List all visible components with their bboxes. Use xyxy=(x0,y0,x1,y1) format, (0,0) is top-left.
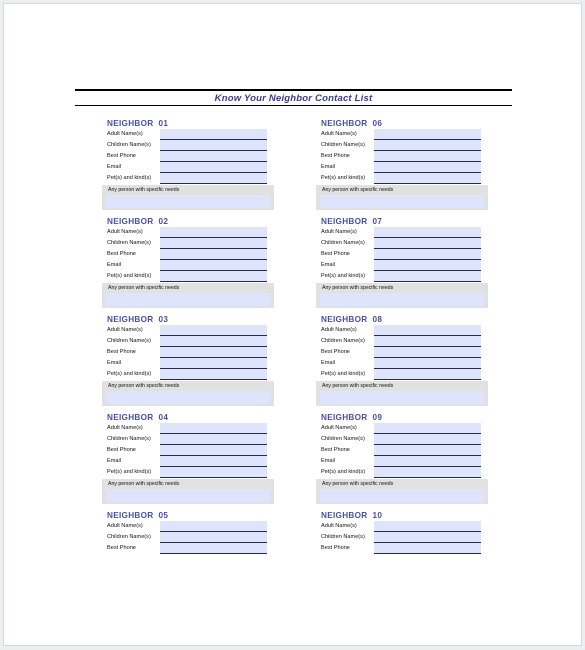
neighbor-heading xyxy=(316,510,488,521)
adult-label: Adult Name(s) xyxy=(107,327,143,333)
children-label: Children Name(s) xyxy=(107,240,151,246)
phone-input[interactable] xyxy=(374,445,481,456)
field-row-email xyxy=(102,260,274,271)
specific-needs-label: Any person with specific needs xyxy=(102,381,274,391)
children-input[interactable] xyxy=(374,238,481,249)
phone-label: Best Phone xyxy=(321,349,350,355)
pets-input[interactable] xyxy=(374,369,481,380)
field-row-children xyxy=(102,532,274,543)
field-row-children xyxy=(102,336,274,347)
specific-needs-input[interactable] xyxy=(316,489,488,504)
neighbor-heading-number: 08 xyxy=(372,315,383,324)
neighbor-card-01 xyxy=(102,118,274,210)
neighbor-heading-number: 10 xyxy=(372,511,383,520)
phone-input[interactable] xyxy=(374,347,481,358)
field-row-adult xyxy=(102,129,274,140)
adult-label: Adult Name(s) xyxy=(107,523,143,529)
email-label: Email xyxy=(321,458,335,464)
children-label: Children Name(s) xyxy=(321,436,365,442)
phone-input[interactable] xyxy=(160,543,267,554)
neighbor-heading-label: NEIGHBOR xyxy=(107,511,154,520)
email-input[interactable] xyxy=(160,260,267,271)
children-input[interactable] xyxy=(160,140,267,151)
field-row-phone xyxy=(102,347,274,358)
pets-label: Pet(s) and kind(s) xyxy=(321,273,366,279)
neighbor-heading-label: NEIGHBOR xyxy=(321,315,368,324)
field-row-adult xyxy=(102,521,274,532)
children-input[interactable] xyxy=(374,434,481,445)
field-row-phone xyxy=(316,543,488,554)
field-row-children xyxy=(316,140,488,151)
specific-needs-label: Any person with specific needs xyxy=(102,479,274,489)
adult-label: Adult Name(s) xyxy=(107,425,143,431)
specific-needs-input[interactable] xyxy=(102,489,274,504)
neighbor-card-02 xyxy=(102,216,274,308)
email-input[interactable] xyxy=(160,162,267,173)
email-input[interactable] xyxy=(374,456,481,467)
field-row-adult xyxy=(102,227,274,238)
adult-label: Adult Name(s) xyxy=(321,523,357,529)
field-row-children xyxy=(102,238,274,249)
phone-input[interactable] xyxy=(374,249,481,260)
field-row-children xyxy=(316,532,488,543)
specific-needs-input[interactable] xyxy=(316,293,488,308)
email-label: Email xyxy=(107,262,121,268)
email-label: Email xyxy=(321,164,335,170)
children-label: Children Name(s) xyxy=(107,436,151,442)
neighbor-heading xyxy=(316,118,488,129)
field-row-email xyxy=(316,456,488,467)
pets-label: Pet(s) and kind(s) xyxy=(321,469,366,475)
neighbor-heading-number: 04 xyxy=(158,413,169,422)
neighbor-card-03 xyxy=(102,314,274,406)
adult-input[interactable] xyxy=(374,129,481,140)
phone-input[interactable] xyxy=(160,445,267,456)
field-row-phone xyxy=(316,347,488,358)
adult-label: Adult Name(s) xyxy=(321,425,357,431)
neighbor-card-05 xyxy=(102,510,274,554)
phone-input[interactable] xyxy=(160,151,267,162)
phone-label: Best Phone xyxy=(107,349,136,355)
specific-needs-input[interactable] xyxy=(102,293,274,308)
children-label: Children Name(s) xyxy=(321,142,365,148)
neighbor-card-06 xyxy=(316,118,488,210)
children-input[interactable] xyxy=(160,336,267,347)
adult-label: Adult Name(s) xyxy=(321,327,357,333)
phone-label: Best Phone xyxy=(107,447,136,453)
phone-label: Best Phone xyxy=(321,251,350,257)
neighbor-heading-label: NEIGHBOR xyxy=(107,217,154,226)
neighbor-card-08 xyxy=(316,314,488,406)
field-row-email xyxy=(316,260,488,271)
field-row-adult xyxy=(316,521,488,532)
field-row-children xyxy=(316,434,488,445)
document-page xyxy=(3,3,582,646)
field-row-phone xyxy=(102,543,274,554)
specific-needs-input[interactable] xyxy=(316,195,488,210)
title-bottom-rule xyxy=(75,105,512,106)
field-row-children xyxy=(316,336,488,347)
email-input[interactable] xyxy=(160,358,267,369)
field-row-children xyxy=(102,434,274,445)
field-row-phone xyxy=(102,249,274,260)
children-input[interactable] xyxy=(374,336,481,347)
neighbor-heading xyxy=(102,314,274,325)
field-row-adult xyxy=(316,227,488,238)
phone-label: Best Phone xyxy=(321,447,350,453)
adult-input[interactable] xyxy=(374,325,481,336)
email-input[interactable] xyxy=(374,260,481,271)
specific-needs-input[interactable] xyxy=(102,391,274,406)
phone-label: Best Phone xyxy=(107,251,136,257)
email-label: Email xyxy=(321,262,335,268)
field-row-pets xyxy=(102,369,274,380)
specific-needs-input[interactable] xyxy=(316,391,488,406)
adult-input[interactable] xyxy=(160,227,267,238)
adult-input[interactable] xyxy=(374,521,481,532)
phone-input[interactable] xyxy=(160,347,267,358)
children-input[interactable] xyxy=(160,238,267,249)
field-row-adult xyxy=(316,325,488,336)
children-input[interactable] xyxy=(374,140,481,151)
field-row-pets xyxy=(316,173,488,184)
adult-label: Adult Name(s) xyxy=(107,131,143,137)
field-row-phone xyxy=(102,151,274,162)
pets-label: Pet(s) and kind(s) xyxy=(321,371,366,377)
specific-needs-label: Any person with specific needs xyxy=(316,185,488,195)
pets-input[interactable] xyxy=(160,173,267,184)
field-row-email xyxy=(102,456,274,467)
neighbor-heading xyxy=(316,412,488,423)
neighbor-card-09 xyxy=(316,412,488,504)
neighbor-card-10 xyxy=(316,510,488,554)
neighbor-heading xyxy=(102,412,274,423)
specific-needs-label: Any person with specific needs xyxy=(316,381,488,391)
field-row-email xyxy=(102,162,274,173)
specific-needs-label: Any person with specific needs xyxy=(102,185,274,195)
pets-label: Pet(s) and kind(s) xyxy=(107,469,152,475)
children-label: Children Name(s) xyxy=(107,534,151,540)
adult-input[interactable] xyxy=(374,227,481,238)
neighbor-heading xyxy=(316,216,488,227)
adult-input[interactable] xyxy=(160,129,267,140)
phone-input[interactable] xyxy=(374,543,481,554)
email-label: Email xyxy=(107,164,121,170)
phone-label: Best Phone xyxy=(321,153,350,159)
field-row-phone xyxy=(316,151,488,162)
email-label: Email xyxy=(107,458,121,464)
field-row-email xyxy=(316,162,488,173)
adult-input[interactable] xyxy=(160,521,267,532)
neighbor-heading-label: NEIGHBOR xyxy=(321,413,368,422)
neighbor-heading-number: 09 xyxy=(372,413,383,422)
phone-label: Best Phone xyxy=(107,545,136,551)
neighbor-heading-label: NEIGHBOR xyxy=(107,119,154,128)
children-input[interactable] xyxy=(160,532,267,543)
pets-input[interactable] xyxy=(374,271,481,282)
neighbor-heading-label: NEIGHBOR xyxy=(321,511,368,520)
field-row-pets xyxy=(102,271,274,282)
adult-label: Adult Name(s) xyxy=(321,131,357,137)
neighbor-heading-number: 03 xyxy=(158,315,169,324)
specific-needs-label: Any person with specific needs xyxy=(102,283,274,293)
pets-label: Pet(s) and kind(s) xyxy=(107,273,152,279)
pets-input[interactable] xyxy=(160,271,267,282)
neighbor-heading-label: NEIGHBOR xyxy=(107,315,154,324)
field-row-phone xyxy=(102,445,274,456)
pets-label: Pet(s) and kind(s) xyxy=(107,175,152,181)
specific-needs-label: Any person with specific needs xyxy=(316,283,488,293)
email-label: Email xyxy=(107,360,121,366)
pets-input[interactable] xyxy=(374,173,481,184)
email-input[interactable] xyxy=(374,358,481,369)
field-row-email xyxy=(316,358,488,369)
phone-input[interactable] xyxy=(374,151,481,162)
field-row-pets xyxy=(102,467,274,478)
field-row-adult xyxy=(316,129,488,140)
email-input[interactable] xyxy=(374,162,481,173)
field-row-pets xyxy=(316,467,488,478)
neighbor-card-04 xyxy=(102,412,274,504)
children-label: Children Name(s) xyxy=(321,338,365,344)
field-row-adult xyxy=(102,325,274,336)
field-row-phone xyxy=(316,249,488,260)
field-row-pets xyxy=(316,271,488,282)
pets-input[interactable] xyxy=(160,467,267,478)
email-label: Email xyxy=(321,360,335,366)
neighbor-heading-number: 05 xyxy=(158,511,169,520)
adult-input[interactable] xyxy=(374,423,481,434)
children-input[interactable] xyxy=(374,532,481,543)
email-input[interactable] xyxy=(160,456,267,467)
specific-needs-input[interactable] xyxy=(102,195,274,210)
neighbor-heading-number: 01 xyxy=(158,119,169,128)
children-input[interactable] xyxy=(160,434,267,445)
children-label: Children Name(s) xyxy=(107,142,151,148)
phone-label: Best Phone xyxy=(107,153,136,159)
phone-input[interactable] xyxy=(160,249,267,260)
neighbor-heading-number: 06 xyxy=(372,119,383,128)
field-row-children xyxy=(316,238,488,249)
adult-input[interactable] xyxy=(160,325,267,336)
adult-label: Adult Name(s) xyxy=(321,229,357,235)
adult-input[interactable] xyxy=(160,423,267,434)
field-row-pets xyxy=(316,369,488,380)
field-row-email xyxy=(102,358,274,369)
title-top-rule xyxy=(75,89,512,91)
neighbor-heading-number: 07 xyxy=(372,217,383,226)
field-row-adult xyxy=(102,423,274,434)
pets-label: Pet(s) and kind(s) xyxy=(321,175,366,181)
neighbor-heading xyxy=(102,510,274,521)
neighbor-heading xyxy=(102,216,274,227)
pets-label: Pet(s) and kind(s) xyxy=(107,371,152,377)
neighbor-heading-label: NEIGHBOR xyxy=(107,413,154,422)
phone-label: Best Phone xyxy=(321,545,350,551)
neighbor-heading-number: 02 xyxy=(158,217,169,226)
document-title: Know Your Neighbor Contact List xyxy=(214,93,373,104)
field-row-children xyxy=(102,140,274,151)
children-label: Children Name(s) xyxy=(321,240,365,246)
neighbor-heading-label: NEIGHBOR xyxy=(321,217,368,226)
neighbor-heading xyxy=(102,118,274,129)
specific-needs-label: Any person with specific needs xyxy=(316,479,488,489)
field-row-phone xyxy=(316,445,488,456)
children-label: Children Name(s) xyxy=(107,338,151,344)
field-row-adult xyxy=(316,423,488,434)
neighbor-heading xyxy=(316,314,488,325)
pets-input[interactable] xyxy=(374,467,481,478)
children-label: Children Name(s) xyxy=(321,534,365,540)
neighbor-card-07 xyxy=(316,216,488,308)
pets-input[interactable] xyxy=(160,369,267,380)
field-row-pets xyxy=(102,173,274,184)
adult-label: Adult Name(s) xyxy=(107,229,143,235)
neighbor-heading-label: NEIGHBOR xyxy=(321,119,368,128)
